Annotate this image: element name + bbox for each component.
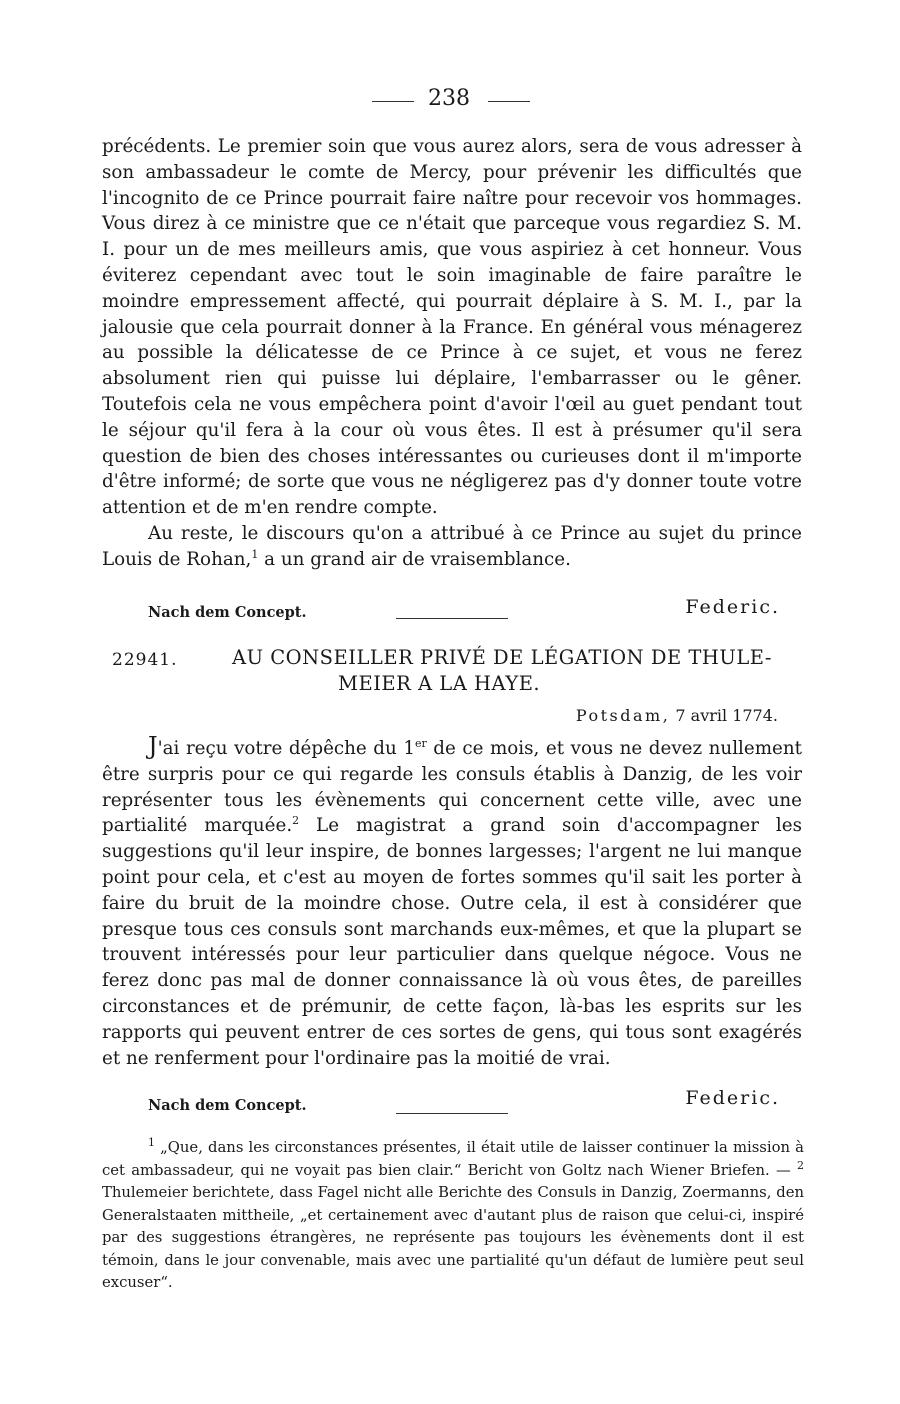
letter-2-ordinal-suffix: er bbox=[414, 736, 427, 750]
letter-2-place: Potsdam, bbox=[575, 706, 671, 725]
letter-2-signature: Federic. bbox=[685, 1087, 780, 1109]
letter-2-date: 7 avril 1774. bbox=[670, 706, 778, 725]
footnote-1-marker: 1 bbox=[148, 1136, 155, 1150]
letter-2-title-line-2: MEIER A LA HAYE. bbox=[338, 672, 541, 695]
page-number: 238 bbox=[428, 86, 470, 111]
letter-2-initial: J bbox=[148, 732, 158, 760]
footnote-list bbox=[102, 1137, 804, 1295]
letter-2-body bbox=[102, 734, 802, 1071]
letter-2-number: 22941. bbox=[112, 650, 178, 670]
letter-2-closing bbox=[148, 1087, 780, 1117]
letter-2-text-1: 'ai reçu votre dépêche du bbox=[157, 738, 404, 759]
letter-1-source-note: Nach dem Concept. bbox=[148, 604, 307, 621]
page-header bbox=[0, 86, 900, 116]
footnotes bbox=[102, 1137, 804, 1295]
footnote-2-marker: 2 bbox=[797, 1158, 804, 1172]
letter-1-separator-rule bbox=[396, 618, 508, 619]
header-dash-right bbox=[488, 101, 530, 102]
letter-1-paragraph-2-text: Au reste, le discours qu'on a attribué à ce Prince au sujet du prince Louis de Rohan, bbox=[102, 522, 802, 570]
letter-2-ordinal-number: 1 bbox=[403, 738, 415, 759]
letter-1-signature: Federic. bbox=[685, 596, 780, 618]
footnote-ref-1: 1 bbox=[251, 547, 259, 561]
letter-1-paragraph-2 bbox=[102, 521, 802, 573]
letter-1-body bbox=[102, 134, 802, 573]
footnote-1-text: „Que, dans les circonstances présentes, il était utile de laisser continuer la mission à cet ambassadeur, qui ne voyait pas bien clair.“ Bericht von Goltz nach Wiener Briefen. — bbox=[102, 1139, 804, 1179]
letter-2-text-2: de ce mois, et vous ne devez nullement être surpris pour ce qui regarde les consuls établis à Danzig, de les voir représenter tous les évènements qui concernent cette ville, avec une partialité marquée. bbox=[102, 738, 802, 837]
letter-2-paragraph bbox=[102, 734, 802, 1071]
letter-2-dateline bbox=[520, 706, 778, 725]
letter-2-text-3: Le magistrat a grand soin d'accompagner les suggestions qu'il leur inspire, de bonnes largesses; l'argent ne lui manque point pour cela, et c'est au moyen de fortes sommes qu'il sait les porter à faire du bruit de la moindre chose. Outre cela, il est à considérer que presque tous ces consuls sont marchands eux-mêmes, et que la plupart se trouvent intéressés pour leur particulier dans quelque négoce. Vous ne ferez donc pas mal de donner connaissance là où vous êtes, de pareilles circonstances et de prémunir, de cette façon, là-bas les esprits sur les rapports qui peuvent entrer de ces sortes de gens, qui tous sont exagérés et ne renferment pour l'ordinaire pas la moitié de vrai. bbox=[102, 815, 802, 1069]
letter-1-paragraph-1: précédents. Le premier soin que vous aurez alors, sera de vous adresser à son ambassadeur le comte de Mercy, pour prévenir les difficultés que l'incognito de ce Prince pourrait faire naître pour recevoir vos hommages. Vous direz à ce ministre que ce n'était que parceque vous regardiez S. M. I. pour un de mes meilleurs amis, que vous aspiriez à cet honneur. Vous éviterez cependant avec tout le soin imaginable de faire paraître le moindre empressement affecté, qui pourrait déplaire à S. M. I., par la jalousie que cela pourrait donner à la France. En général vous ménagerez au possible la délicatesse de ce Prince à ce sujet, et vous ne ferez absolument rien qui puisse lui déplaire, l'embarrasser ou le gêner. Toutefois cela ne vous empêchera point d'avoir l'œil au guet pendant tout le séjour qu'il fera à la cour où vous êtes. Il est à présumer qu'il sera question de bien des choses intéressantes ou curieuses dont il m'importe d'être informé; de sorte que vous ne négligerez pas d'y donner toute votre attention et de m'en rendre compte. bbox=[102, 136, 802, 519]
letter-1-paragraph-2-end: a un grand air de vraisemblance. bbox=[258, 548, 571, 570]
footnote-ref-2: 2 bbox=[292, 814, 300, 828]
letter-2-source-note: Nach dem Concept. bbox=[148, 1097, 307, 1114]
letter-2-title-line-1: AU CONSEILLER PRIVÉ DE LÉGATION DE THULE- bbox=[232, 646, 772, 669]
footnote-2-text: Thulemeier berichtete, dass Fagel nicht alle Berichte des Consuls in Danzig, Zoermanns, den Generalstaaten mittheile, „et certainement avec d'autant plus de raison que celui-ci, inspiré par des suggestions étrangères, ne représente pas toujours les évènements dont il est témoin, dans le jour convenable, mais avec une partialité qu'un défaut de lumière peut seul excuser“. bbox=[102, 1184, 804, 1291]
header-dash-left bbox=[372, 101, 414, 102]
letter-1-closing bbox=[148, 596, 780, 626]
letter-2-separator-rule bbox=[396, 1113, 508, 1114]
